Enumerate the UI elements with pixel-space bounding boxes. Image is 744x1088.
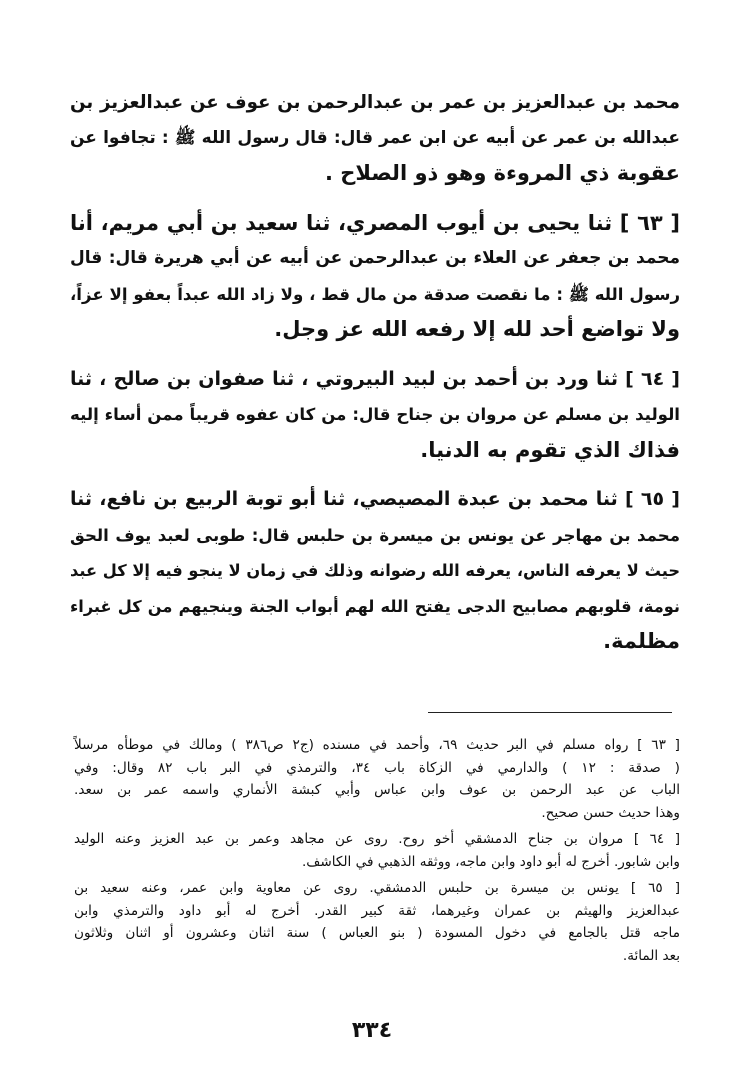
page-number: ٣٣٤ [351, 1018, 393, 1043]
text-line: عبدالله بن عمر عن أبيه عن ابن عمر قال: قال رسول الله ﷺ : تجافوا عن [70, 127, 680, 148]
paragraph-hadith-64 [70, 362, 680, 469]
footnote-line: ( صدقة : ١٢ ) والدارمي في الزكاة باب ٣٤، والترمذي في البر باب ٨٢ وقال: وفي [74, 759, 680, 776]
text-line: [ ٦٤ ] ثنا ورد بن أحمد بن لبيد البيروتي ، ثنا صفوان بن صالح ، ثنا [70, 367, 680, 390]
text-line: فذاك الذي تقوم به الدنيا. [420, 437, 680, 462]
footnote-line: وابن شابور. أخرج له أبو داود وابن ماجه، ووثقه الذهبي في الكاشف. [301, 853, 680, 870]
footnote-64 [74, 828, 680, 873]
footnote-line: بعد المائة. [622, 947, 680, 964]
footnote-line: [ ٦٥ ] يونس بن ميسرة بن حلبس الدمشقي. روى عن معاوية وابن عمر، وعنه سعيد بن [74, 880, 680, 896]
footnote-line: وهذا حديث حسن صحيح. [541, 804, 680, 821]
text-line: ولا تواضع أحد لله إلا رفعه الله عز وجل. [274, 317, 680, 341]
text-line: محمد بن جعفر عن العلاء بن عبدالرحمن عن أبيه عن أبي هريرة قال: قال [70, 248, 680, 268]
text-line: رسول الله ﷺ : ما نقصت صدقة من مال قط ، ولا زاد الله عبداً بعفو إلا عزاً، [70, 284, 680, 304]
paragraph-hadith-63 [70, 206, 680, 348]
footnote-63 [74, 734, 680, 824]
text-line: عقوبة ذي المروءة وهو ذو الصلاح . [325, 161, 680, 185]
footnote-divider [428, 712, 672, 713]
footnote-65 [74, 877, 680, 967]
footnote-line: [ ٦٣ ] رواه مسلم في البر حديث ٦٩، وأحمد في مسنده (ج٢ ص٣٨٦ ) ومالك في موطأه مرسلاً [74, 737, 680, 753]
footnote-line: الباب عن عبد الرحمن بن عوف وابن عباس وأبي كبشة الأنماري واسمه عمر بن سعد. [74, 782, 680, 798]
paragraph-continuation [70, 85, 680, 192]
footnote-line: عبدالعزيز والهيثم بن عمران وغيرهما، ثقة كبير القدر. أخرج له أبو داود والترمذي وابن [74, 902, 680, 919]
footnote-line: [ ٦٤ ] مروان بن جناح الدمشقي أخو روح. روى عن مجاهد وعمر بن عبد العزيز وعنه الوليد [74, 831, 681, 847]
text-line: حيث لا يعرفه الناس، يعرفه الله رضوانه وذلك في زمان لا ينجو فيه إلا كل عبد [70, 561, 680, 580]
text-line: [ ٦٣ ] ثنا يحيى بن أيوب المصري، ثنا سعيد بن أبي مريم، أنا [70, 210, 680, 235]
paragraph-hadith-65 [70, 482, 680, 660]
text-line: مظلمة. [603, 629, 680, 653]
text-line: الوليد بن مسلم عن مروان بن جناح قال: من كان عفوه قريباً ممن أساء إليه [70, 405, 680, 424]
text-line: نومة، قلوبهم مصابيح الدجى يفتح الله لهم أبواب الجنة وينجيهم من كل غبراء [70, 596, 680, 616]
footnote-line: ماجه قتل بالجامع في دخول المسودة ( بنو العباس ) سنة اثنان وعشرون أو اثنان وثلاثون [74, 925, 680, 941]
text-line: محمد بن عبدالعزيز بن عمر بن عبدالرحمن بن عوف عن عبدالعزيز بن [70, 92, 680, 113]
text-line: محمد بن مهاجر عن يونس بن ميسرة بن حلبس قال: طوبى لعبد يوف الحق [70, 525, 680, 545]
main-text [70, 85, 680, 674]
text-line: [ ٦٥ ] ثنا محمد بن عبدة المصيصي، ثنا أبو توبة الربيع بن نافع، ثنا [70, 488, 680, 510]
footnotes [74, 734, 680, 971]
